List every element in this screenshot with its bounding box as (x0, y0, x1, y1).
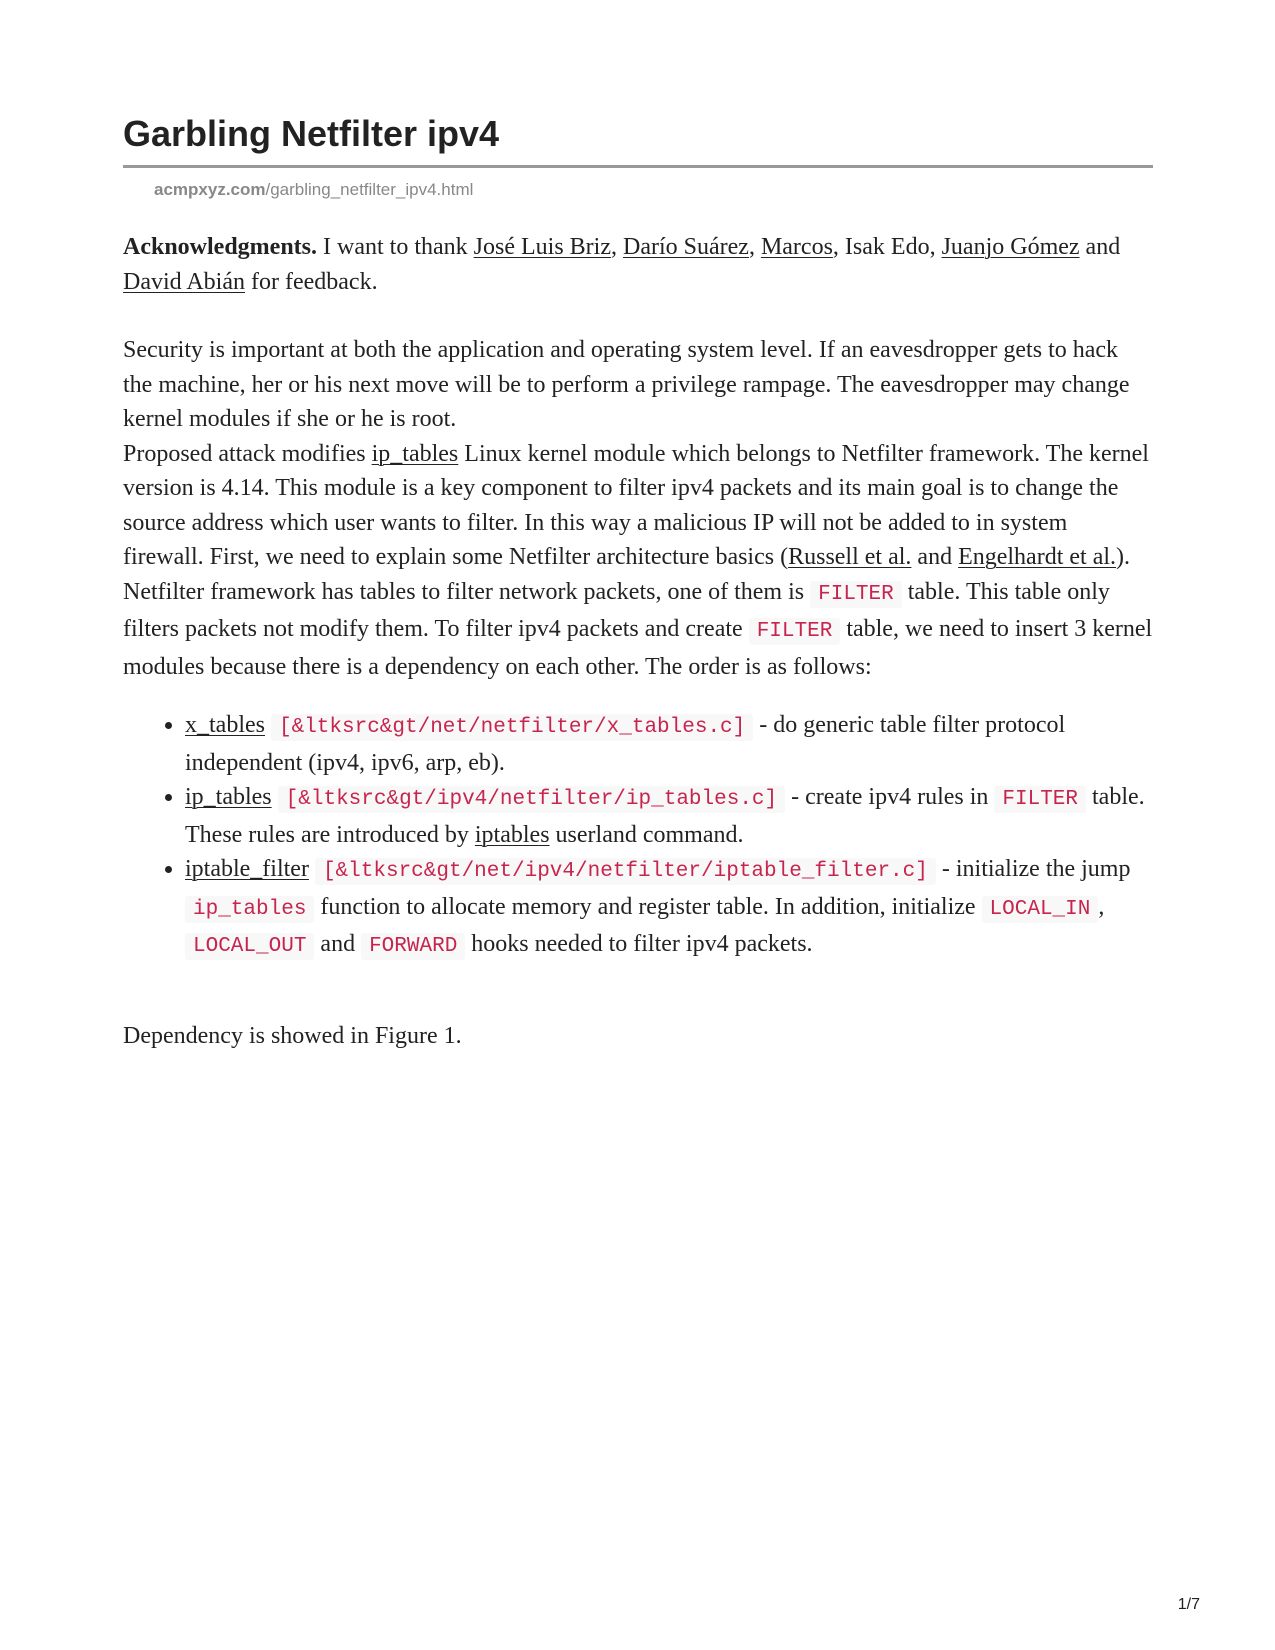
attack-paragraph: Proposed attack modifies ip_tables Linux kernel module which belongs to Netfilter framework. The kernel version is 4.14. This module is a key component to filter ipv4 packets and its main goal is to change the source address which user wants to filter. In this way a malicious IP will not be added to in system firewall. First, we need to explain some Netfilter architecture basics (Russell et al. and Engelhardt et al.). Netfilter framework has tables to filter network packets, one of them is FILTER table. This table only filters packets not modify them. To filter ipv4 packets and create FILTER table, we need to insert 3 kernel modules because there is a dependency on each other. The order is as follows: (123, 440, 1153, 680)
link-engelhardt-et-al[interactable]: Engelhardt et al. (958, 544, 1117, 571)
list-item: • x_tables [&ltksrc&gt/net/netfilter/x_tables.c] - do generic table filter protocol independent (ipv4, ipv6, arp, eb). (185, 708, 1153, 780)
intro-paragraph: Security is important at both the application and operating system level. If an eavesdropper gets to hack the machine, her or his next move will be to perform a privilege rampage. The eavesdropper may change kernel modules if she or he is root. (123, 337, 1130, 433)
code-local-out: LOCAL_OUT (185, 933, 314, 960)
link-ip-tables-module[interactable]: ip_tables (185, 784, 272, 811)
acknowledgments-paragraph: Acknowledgments. I want to thank José Luis Briz, Darío Suárez, Marcos, Isak Edo, Juanjo Gómez and David Abián for feedback. (123, 234, 1121, 295)
code-local-in: LOCAL_IN (982, 896, 1099, 923)
name-isak-edo: Isak Edo (844, 234, 930, 261)
code-filter: FILTER (810, 581, 902, 608)
list-item: • ip_tables [&ltksrc&gt/ipv4/netfilter/ip_tables.c] - create ipv4 rules in FILTER table. These rules are introduced by iptables userland command. (185, 780, 1153, 852)
link-juanjo-gomez[interactable]: Juanjo Gómez (941, 234, 1080, 261)
list-item: • iptable_filter [&ltksrc&gt/net/ipv4/netfilter/iptable_filter.c] - initialize the jump ip_tables function to allocate memory and register table. In addition, initialize LOCAL_IN , LOCAL_OUT and FORWARD hooks needed to filter ipv4 packets. (185, 852, 1153, 965)
dependency-paragraph: Dependency is showed in Figure 1. (123, 1022, 462, 1049)
code-ip-tables: ip_tables (185, 896, 314, 923)
link-iptable-filter[interactable]: iptable_filter (185, 856, 309, 883)
document-page (123, 112, 1153, 1053)
page-number: 1/7 (1177, 1596, 1200, 1613)
code-source-path: [&ltksrc&gt/net/ipv4/netfilter/iptable_filter.c] (315, 858, 936, 885)
code-source-path: [&ltksrc&gt/ipv4/netfilter/ip_tables.c] (278, 786, 785, 813)
source-domain: acmpxyz.com (154, 180, 266, 200)
link-iptables[interactable]: iptables (474, 821, 550, 848)
code-source-path: [&ltksrc&gt/net/netfilter/x_tables.c] (271, 714, 753, 741)
source-url (154, 180, 1153, 200)
link-marcos[interactable]: Marcos (760, 234, 833, 261)
page-title: Garbling Netfilter ipv4 (123, 112, 1153, 168)
module-list (123, 708, 1153, 965)
link-jose-luis-briz[interactable]: José Luis Briz (473, 234, 611, 261)
link-russell-et-al[interactable]: Russell et al. (788, 544, 912, 571)
article-body (123, 230, 1153, 1053)
code-forward: FORWARD (361, 933, 465, 960)
link-dario-suarez[interactable]: Darío Suárez (622, 234, 749, 261)
code-filter: FILTER (994, 786, 1086, 813)
code-filter: FILTER (749, 618, 841, 645)
source-path: /garbling_netfilter_ipv4.html (265, 180, 474, 200)
acknowledgments-label: Acknowledgments. (123, 234, 318, 261)
link-david-abian[interactable]: David Abián (123, 268, 245, 295)
link-x-tables[interactable]: x_tables (185, 712, 265, 739)
link-ip-tables[interactable]: ip_tables (371, 440, 459, 467)
